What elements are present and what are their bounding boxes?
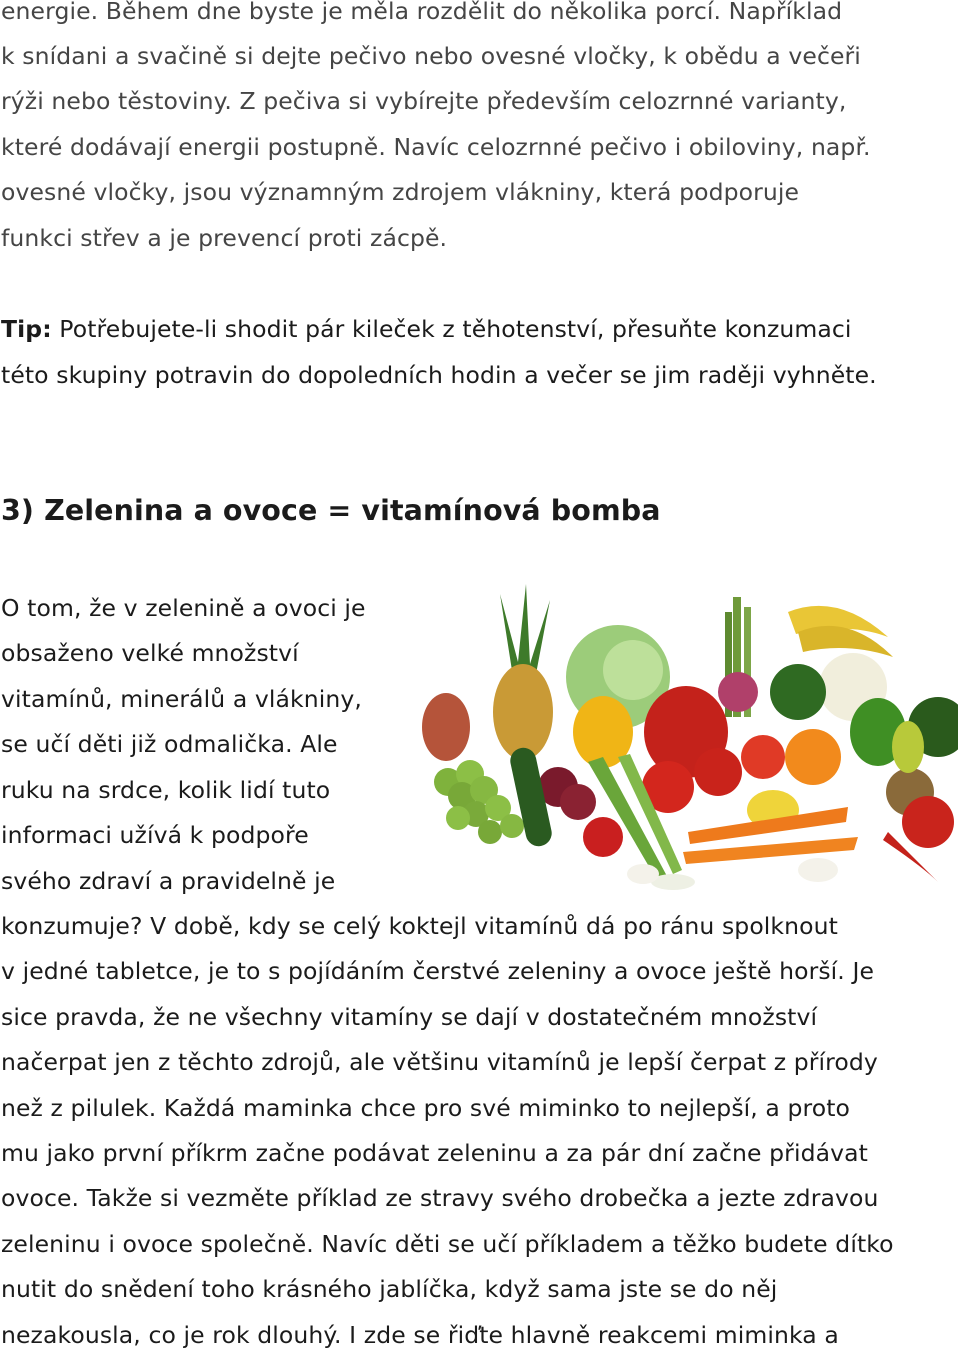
body-line: sice pravda, že ne všechny vitamíny se dají v dostatečném množství xyxy=(1,1003,818,1031)
tip-text: Potřebujete-li shodit pár kileček z těhotenství, přesuňte konzumaci xyxy=(51,315,852,343)
wrapped-line: ruku na srdce, kolik lidí tuto xyxy=(1,776,331,804)
intro-line: rýži nebo těstoviny. Z pečiva si vybírejte především celozrnné varianty, xyxy=(1,87,847,115)
body-line: nezakousla, co je rok dlouhý. I zde se řiďte hlavně reakcemi miminka a xyxy=(1,1321,839,1349)
intro-line: k snídani a svačině si dejte pečivo nebo ovesné vločky, k obědu a večeři xyxy=(1,42,861,70)
wrapped-line: O tom, že v zelenině a ovoci je xyxy=(1,594,366,622)
tip-label: Tip: xyxy=(1,315,52,343)
tip-line: této skupiny potravin do dopoledních hodin a večer se jim raději vyhněte. xyxy=(1,361,877,389)
wrapped-line: obsaženo velké množství xyxy=(1,639,299,667)
intro-line: ovesné vločky, jsou významným zdrojem vlákniny, která podporuje xyxy=(1,178,800,206)
vegetables-fruit-photo xyxy=(418,582,958,894)
tip-paragraph xyxy=(1,314,852,344)
body-line: zeleninu i ovoce společně. Navíc děti se učí příkladem a těžko budete dítko xyxy=(1,1230,894,1258)
body-line: konzumuje? V době, kdy se celý koktejl vitamínů dá po ránu spolknout xyxy=(1,912,838,940)
wrapped-line: svého zdraví a pravidelně je xyxy=(1,867,336,895)
section-heading: 3) Zelenina a ovoce = vitamínová bomba xyxy=(1,494,661,527)
body-line: mu jako první příkrm začne podávat zeleninu a za pár dní začne přidávat xyxy=(1,1139,868,1167)
body-line: v jedné tabletce, je to s pojídáním čerstvé zeleniny a ovoce ještě horší. Je xyxy=(1,957,875,985)
intro-line: energie. Během dne byste je měla rozdělit do několika porcí. Například xyxy=(1,0,843,25)
wrapped-line: se učí děti již odmalička. Ale xyxy=(1,730,338,758)
wrapped-line: informaci užívá k podpoře xyxy=(1,821,309,849)
intro-line: funkci střev a je prevencí proti zácpě. xyxy=(1,224,448,252)
body-line: ovoce. Takže si vezměte příklad ze stravy svého drobečka a jezte zdravou xyxy=(1,1184,879,1212)
body-line: nutit do snědení toho krásného jablíčka, když sama jste se do něj xyxy=(1,1275,778,1303)
body-line: načerpat jen z těchto zdrojů, ale většinu vitamínů je lepší čerpat z přírody xyxy=(1,1048,878,1076)
body-line: než z pilulek. Každá maminka chce pro své miminko to nejlepší, a proto xyxy=(1,1094,851,1122)
wrapped-line: vitamínů, minerálů a vlákniny, xyxy=(1,685,362,713)
intro-line: které dodávají energii postupně. Navíc celozrnné pečivo i obiloviny, např. xyxy=(1,133,871,161)
